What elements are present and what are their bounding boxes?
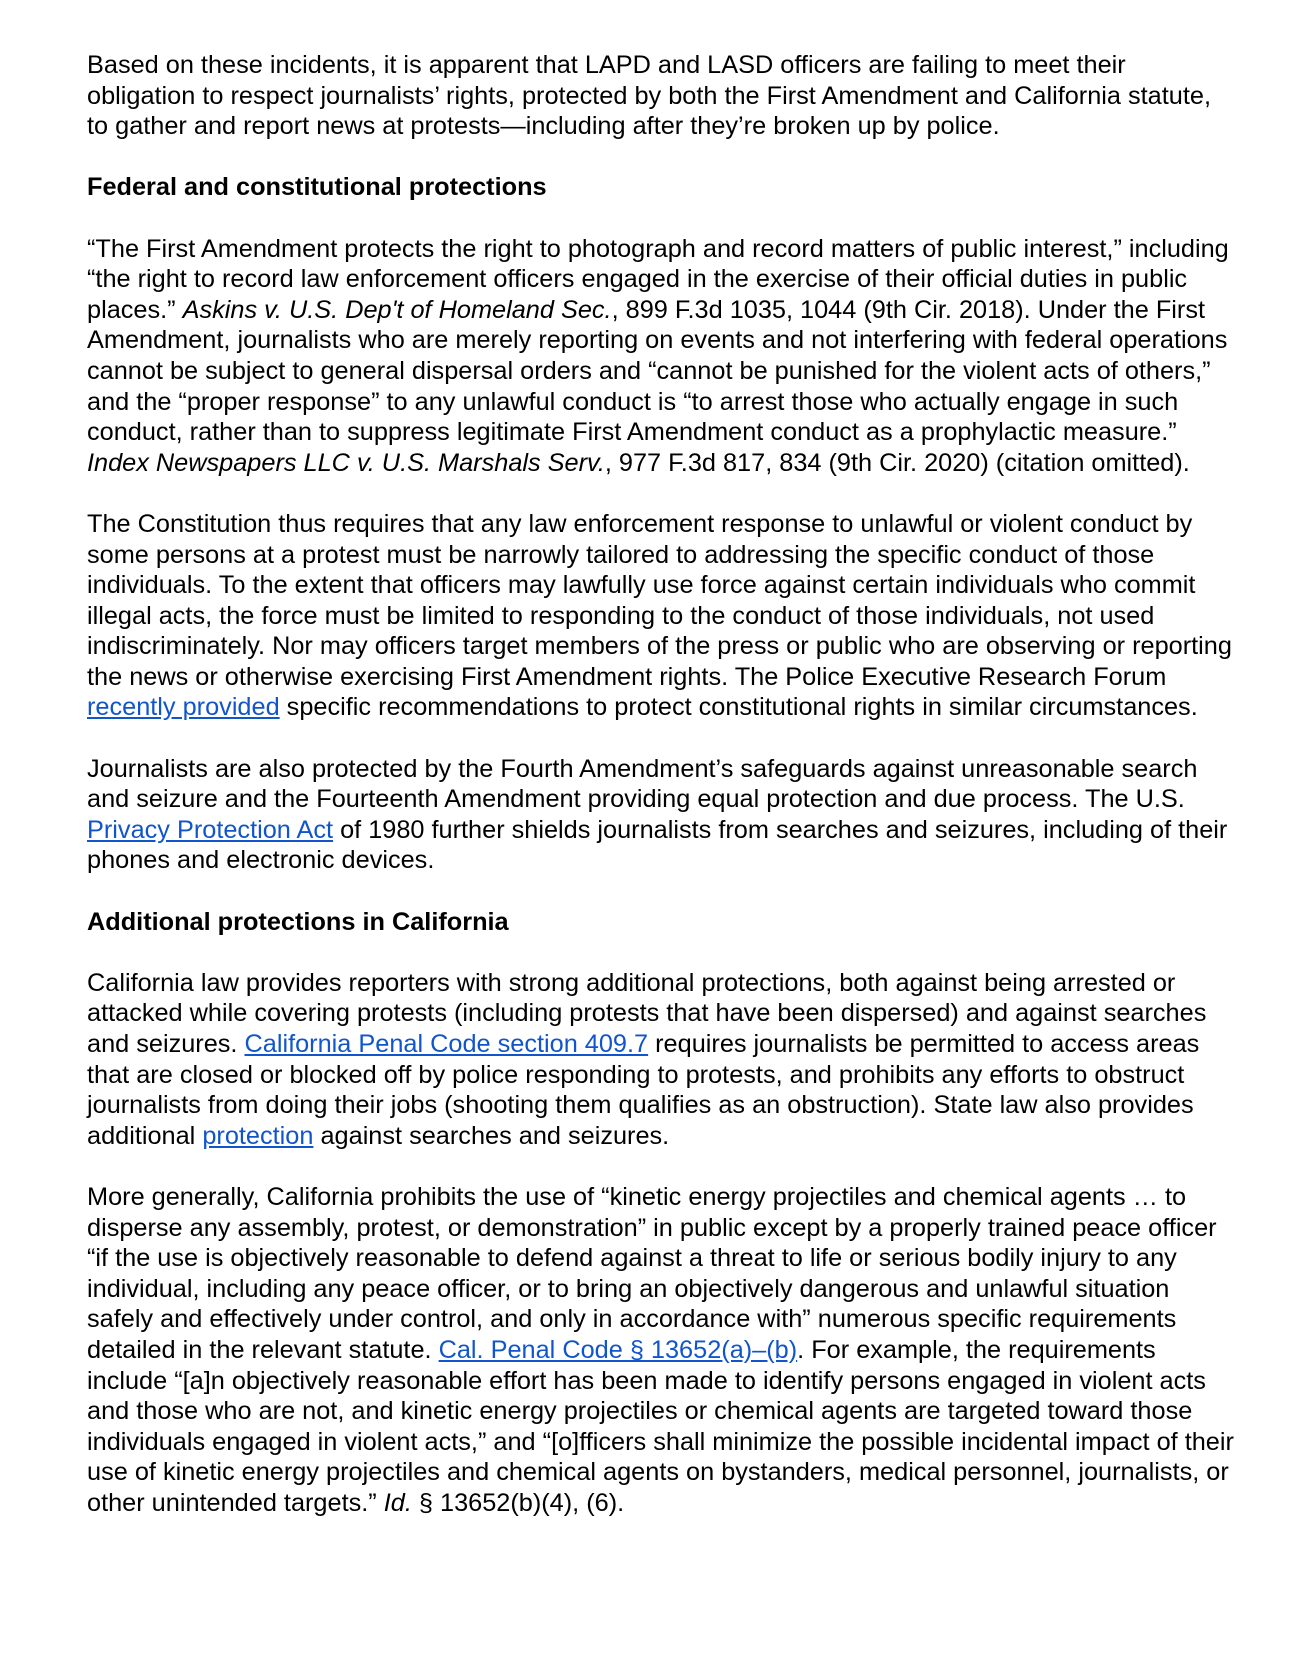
paragraph-text: California law provides reporters with strong additional protections, both against being arrested or attacked while covering protests (including protests that have been dispersed) and against searches and seizures. bbox=[87, 968, 1207, 1058]
recently-provided-link[interactable]: recently provided bbox=[87, 693, 280, 722]
privacy-protection-act-link[interactable]: Privacy Protection Act bbox=[87, 815, 334, 844]
paragraph-text: , 899 F.3d 1035, 1044 (9th Cir. 2018). Under the First Amendment, journalists who are merely reporting on events and not interfering with federal operations cannot be subject to general dispersal orders and “cannot be punished for the violent acts of others,” and the “proper response” to any unlawful conduct is “to arrest those who actually engage in such conduct, rather than to suppress legitimate First Amendment conduct as a prophylactic measure.” bbox=[87, 295, 1228, 447]
kinetic-projectiles-paragraph bbox=[87, 1182, 1237, 1519]
california-protections-heading: Additional protections in California bbox=[87, 907, 509, 936]
paragraph-text: specific recommendations to protect constitutional rights in similar circumstances. bbox=[279, 693, 1198, 722]
id-citation: Id. bbox=[383, 1488, 412, 1517]
document-page bbox=[87, 50, 1237, 1549]
case-citation-askins: Askins v. U.S. Dep't of Homeland Sec. bbox=[182, 295, 612, 324]
protection-link[interactable]: protection bbox=[202, 1121, 314, 1150]
fourth-amendment-paragraph bbox=[87, 754, 1237, 876]
case-citation-index-newspapers: Index Newspapers LLC v. U.S. Marshals Serv. bbox=[87, 448, 605, 477]
paragraph-text: , 977 F.3d 817, 834 (9th Cir. 2020) (citation omitted). bbox=[604, 448, 1190, 477]
penal-code-409-7-link[interactable]: California Penal Code section 409.7 bbox=[244, 1030, 649, 1058]
paragraph-text: Journalists are also protected by the Fourth Amendment’s safeguards against unreasonable search and seizure and the Fourteenth Amendment providing equal protection and due process. The U.S. bbox=[87, 754, 1198, 814]
constitution-paragraph bbox=[87, 509, 1237, 723]
paragraph-text: of 1980 further shields journalists from searches and seizures, including of their phones and electronic devices. bbox=[87, 815, 1228, 875]
california-law-paragraph bbox=[87, 968, 1237, 1152]
federal-protections-heading: Federal and constitutional protections bbox=[87, 173, 547, 202]
paragraph-text: . For example, the requirements include “[a]n objectively reasonable effort has been made to identify persons engaged in violent acts and those who are not, and kinetic energy projectiles or chemical agents are targeted toward those individuals engaged in violent acts,” and “[o]fficers shall minimize the possible incidental impact of their use of kinetic energy projectiles and chemical agents on bystanders, medical personnel, journalists, or other unintended targets.” bbox=[87, 1335, 1234, 1517]
paragraph-text: The Constitution thus requires that any law enforcement response to unlawful or violent conduct by some persons at a protest must be narrowly tailored to addressing the specific conduct of those individuals. To the extent that officers may lawfully use force against certain individuals who commit illegal acts, the force must be limited to responding to the conduct of those individuals, not used indiscriminately. Nor may officers target members of the press or public who are observing or reporting the news or otherwise exercising First Amendment rights. The Police Executive Research Forum bbox=[87, 509, 1232, 691]
paragraph-text: against searches and seizures. bbox=[313, 1121, 670, 1150]
paragraph-text: More generally, California prohibits the use of “kinetic energy projectiles and chemical agents … to disperse any assembly, protest, or demonstration” in public except by a properly trained peace officer “if the use is objectively reasonable to defend against a threat to life or serious bodily injury to any individual, including any peace officer, or to bring an objectively dangerous and unlawful situation safely and effectively under control, and only in accordance with” numerous specific requirements detailed in the relevant statute. bbox=[87, 1182, 1217, 1364]
intro-paragraph bbox=[87, 50, 1237, 142]
first-amendment-paragraph bbox=[87, 234, 1237, 479]
penal-code-13652-link[interactable]: Cal. Penal Code § 13652(a)–(b) bbox=[438, 1335, 798, 1364]
paragraph-text: § 13652(b)(4), (6). bbox=[411, 1488, 625, 1517]
paragraph-text: requires journalists be permitted to access areas that are closed or blocked off by police responding to protests, and prohibits any efforts to obstruct journalists from doing their jobs (shooting them qualifies as an obstruction). State law also provides additional bbox=[87, 1030, 1200, 1150]
intro-text: Based on these incidents, it is apparent that LAPD and LASD officers are failing to meet their obligation to respect journalists’ rights, protected by both the First Amendment and California statute, to gather and report news at protests—including after they’re broken up by police. bbox=[87, 51, 1211, 141]
paragraph-text: “The First Amendment protects the right to photograph and record matters of public interest,” including “the right to record law enforcement officers engaged in the exercise of their official duties in public places.” bbox=[87, 234, 1229, 324]
